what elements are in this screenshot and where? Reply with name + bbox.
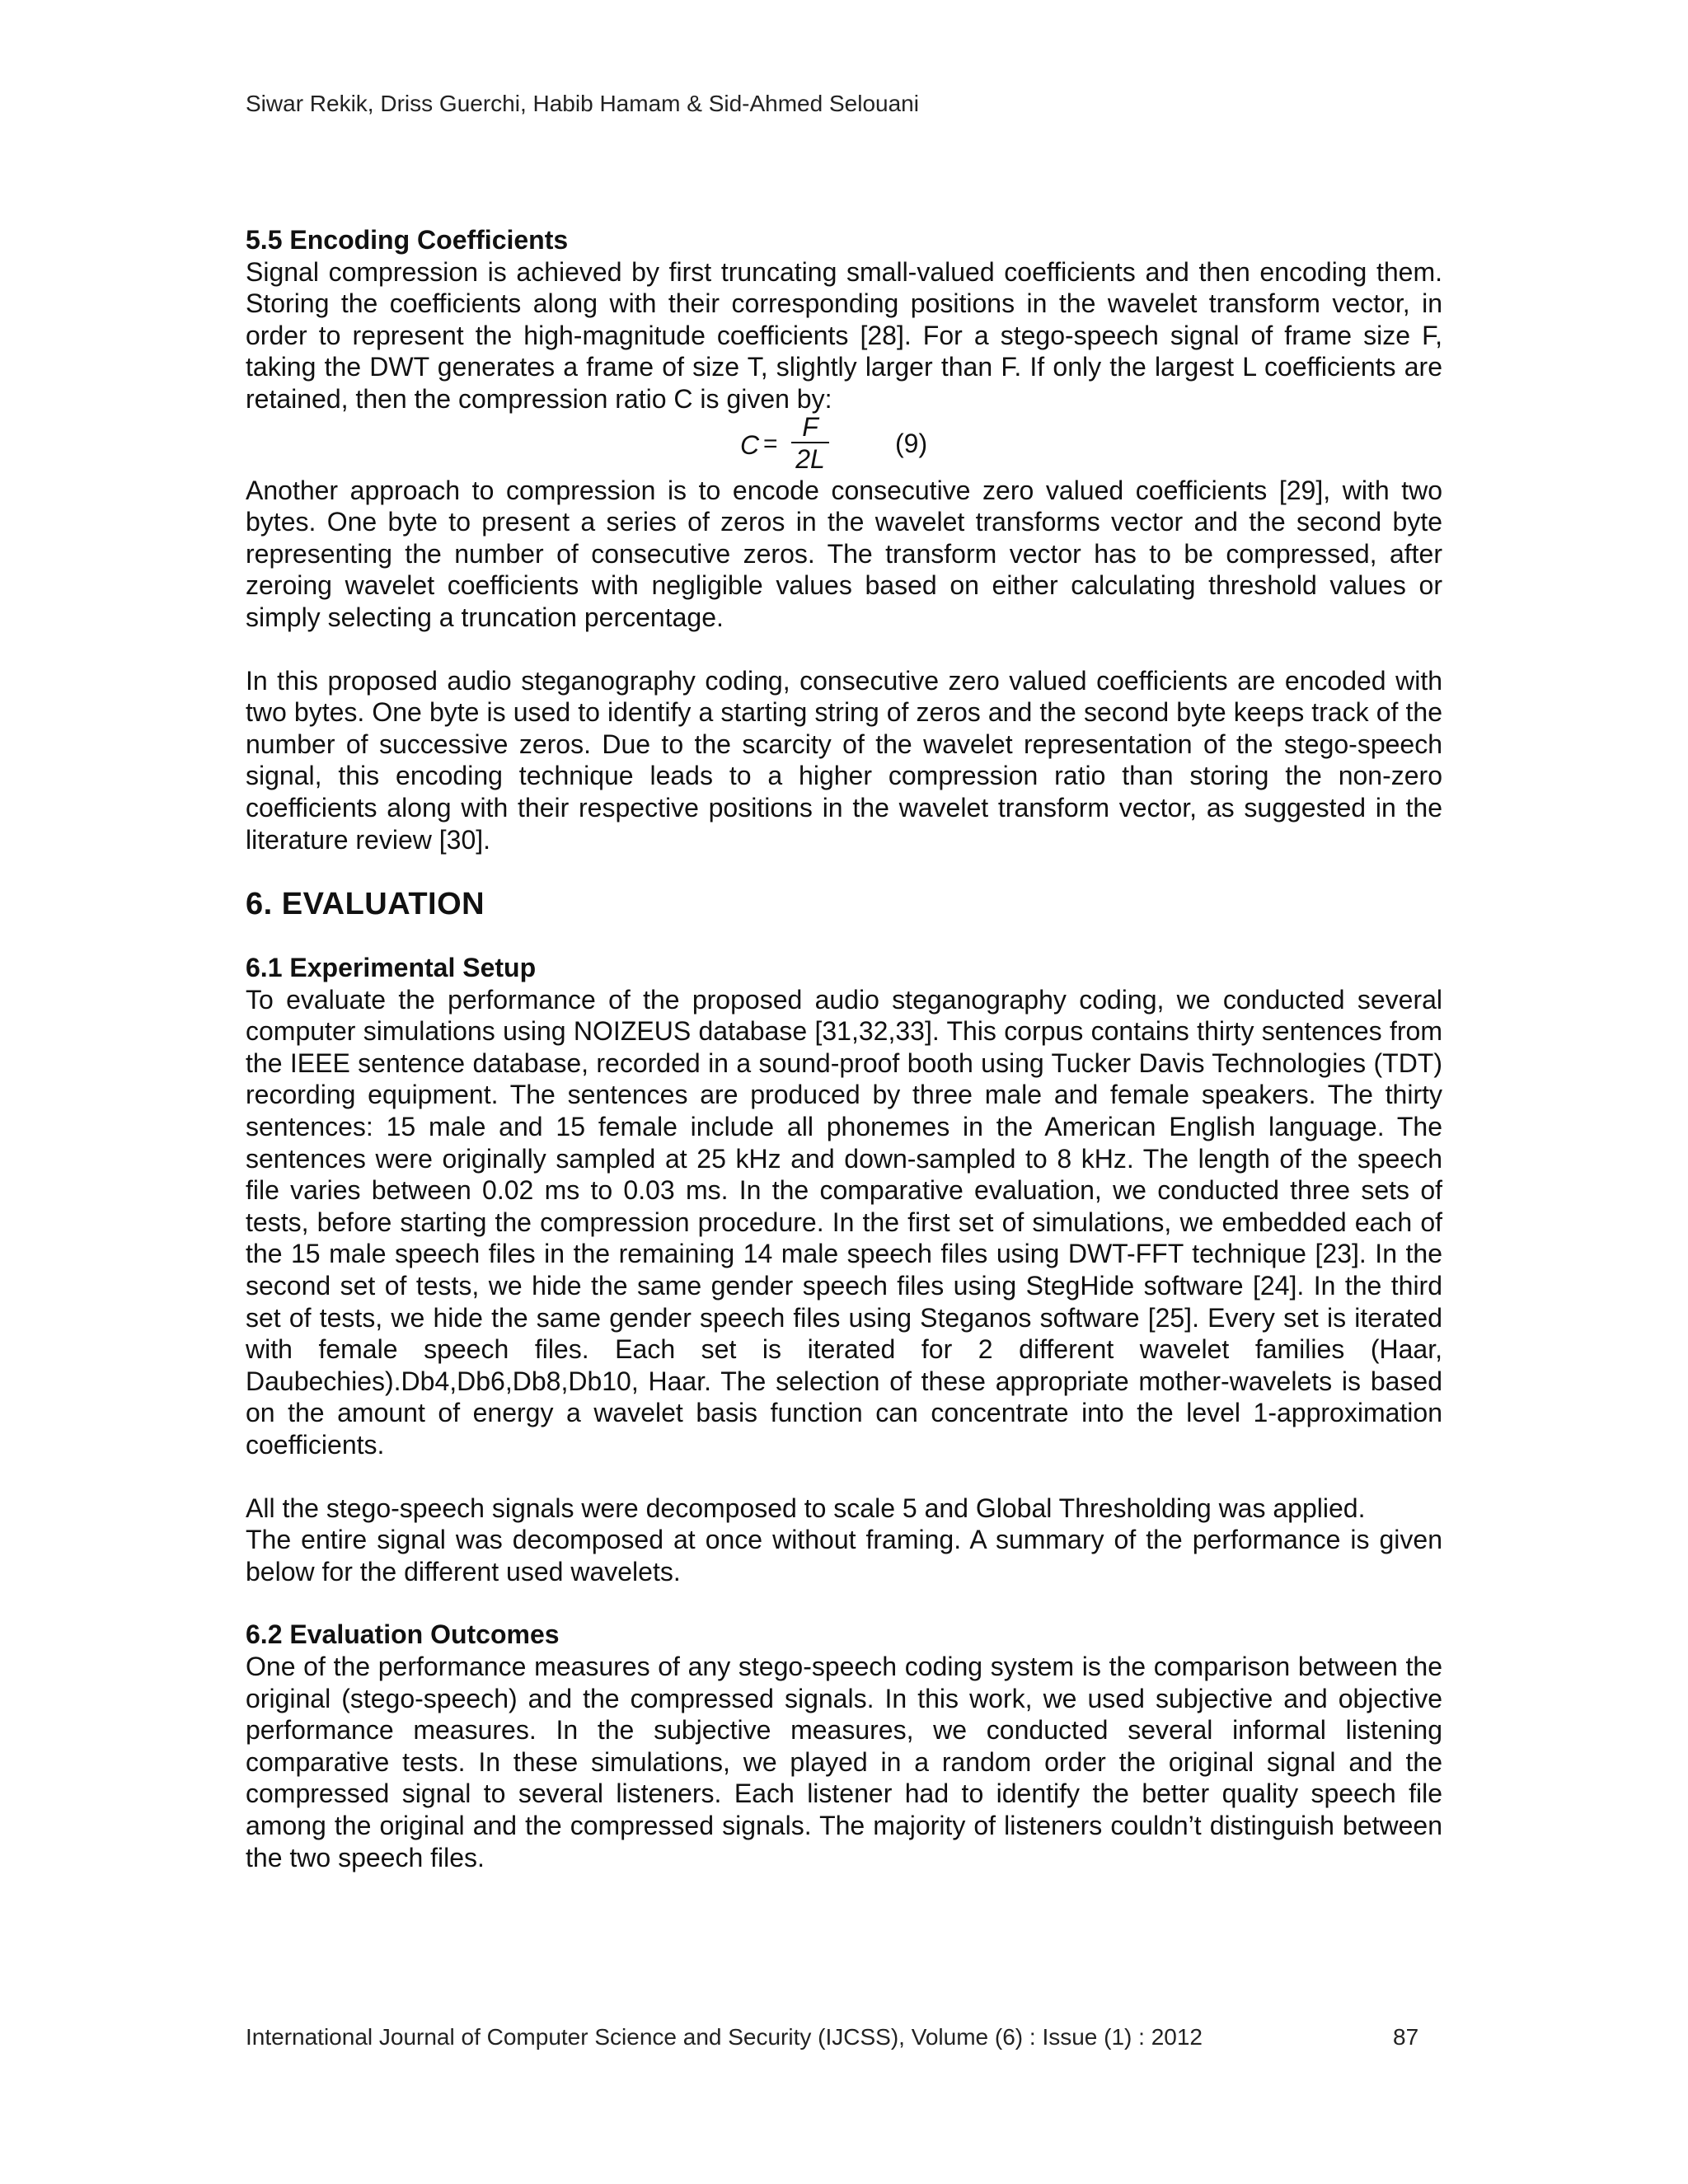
equation-fraction bbox=[790, 412, 831, 475]
body-column bbox=[246, 224, 1442, 1873]
section-6-1-paragraph-1: To evaluate the performance of the proposed audio steganography coding, we conducted several computer simulations using NOIZEUS database [31,32,33]. This corpus contains thirty sentences from the IEEE sentence database, recorded in a sound-proof booth using Tucker Davis Technologies (TDT) recording equipment. The sentences are produced by three male and female speakers. The thirty sentences: 15 male and 15 female include all phonemes in the American English language. The sentences were originally sampled at 25 kHz and down-sampled to 8 kHz. The length of the speech file varies between 0.02 ms to 0.03 ms. In the comparative evaluation, we conducted three sets of tests, before starting the compression procedure. In the first set of simulations, we embedded each of the 15 male speech files in the remaining 14 male speech files using DWT-FFT technique [23]. In the second set of tests, we hide the same gender speech files using StegHide software [24]. In the third set of tests, we hide the same gender speech files using Steganos software [25]. Every set is iterated with female speech files. Each set is iterated for 2 different wavelet families (Haar, Daubechies).Db4,Db6,Db8,Db10, Haar. The selection of these appropriate mother-wavelets is based on the amount of energy a wavelet basis function can concentrate into the level 1-approximation coefficients. bbox=[246, 984, 1442, 1460]
section-5-5-heading: 5.5 Encoding Coefficients bbox=[246, 225, 569, 255]
paragraph-gap bbox=[246, 1461, 1442, 1493]
section-5-5-paragraph-1: Signal compression is achieved by first truncating small-valued coefficients and then encoding them. Storing the coefficients along with their corresponding positions in the wavelet transform vector, in order to represent the high-magnitude coefficients [28]. For a stego-speech signal of frame size F, taking the DWT generates a frame of size T, slightly larger than F. If only the largest L coefficients are retained, then the compression ratio C is given by: bbox=[246, 256, 1442, 414]
running-head-authors: Siwar Rekik, Driss Guerchi, Habib Hamam & Sid-Ahmed Selouani bbox=[246, 91, 919, 116]
footer-page-number: 87 bbox=[1393, 2024, 1419, 2050]
footer-journal-citation: International Journal of Computer Science and Security (IJCSS), Volume (6) : Issue (1) : 2012 bbox=[246, 2024, 1203, 2050]
equation-lhs: C bbox=[740, 429, 760, 460]
equation-9 bbox=[246, 411, 1442, 475]
equation-denominator: 2L bbox=[795, 443, 825, 474]
section-6-1-heading: 6.1 Experimental Setup bbox=[246, 953, 537, 983]
section-6-1-paragraph-2-rest: The entire signal was decomposed at once without framing. A summary of the performance is given below for the different used wavelets. bbox=[246, 1525, 1442, 1586]
paragraph-gap bbox=[246, 634, 1442, 665]
equation-number: (9) bbox=[895, 428, 928, 458]
section-6-title: 6. EVALUATION bbox=[246, 887, 485, 922]
section-5-5-paragraph-3: In this proposed audio steganography coding, consecutive zero valued coefficients are encoded with two bytes. One byte is used to identify a starting string of zeros and the second byte keeps track of the number of successive zeros. Due to the scarcity of the wavelet representation of the stego-speech signal, this encoding technique leads to a higher compression ratio than storing the non-zero coefficients along with their respective positions in the wavelet transform vector, as suggested in the literature review [30]. bbox=[246, 665, 1442, 855]
section-6-2-paragraph-1: One of the performance measures of any stego-speech coding system is the comparison between the original (stego-speech) and the compressed signals. In this work, we used subjective and objective performance measures. In the subjective measures, we conducted several informal listening comparative tests. In these simulations, we played in a random order the original signal and the compressed signal to several listeners. Each listener had to identify the better quality speech file among the original and the compressed signals. The majority of listeners couldn’t distinguish between the two speech files. bbox=[246, 1651, 1442, 1872]
equation-equals: = bbox=[763, 429, 778, 457]
equation-numerator: F bbox=[802, 411, 818, 442]
section-6-1-paragraph-2-line-1: All the stego-speech signals were decomposed to scale 5 and Global Thresholding was applied. bbox=[246, 1493, 1366, 1523]
paragraph-gap bbox=[246, 1587, 1442, 1619]
section-6-2-heading: 6.2 Evaluation Outcomes bbox=[246, 1619, 560, 1650]
section-5-5-paragraph-2: Another approach to compression is to encode consecutive zero valued coefficients [29], with two bytes. One byte to present a series of zeros in the wavelet transforms vector and the second byte representing the number of consecutive zeros. The transform vector has to be compressed, after zeroing wavelet coefficients with negligible values based on either calculating threshold values or simply selecting a truncation percentage. bbox=[246, 475, 1442, 632]
